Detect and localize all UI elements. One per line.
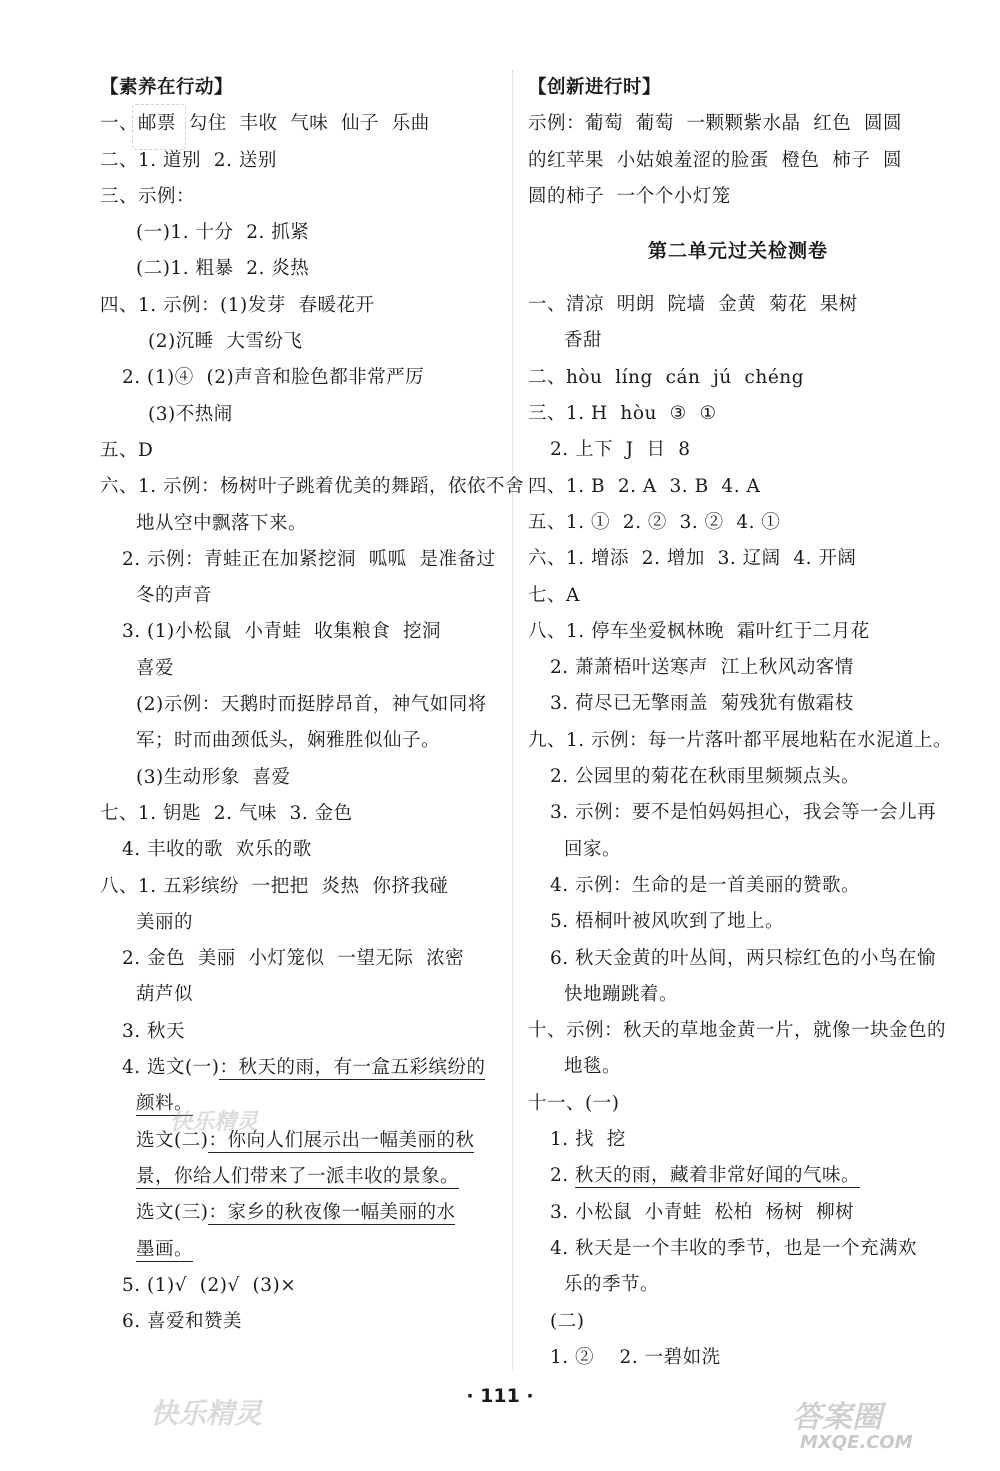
answer-line: 葫芦似: [136, 984, 194, 1006]
answer-line: 2. 公园里的菊花在秋雨里频频点头。: [550, 766, 861, 788]
page-number: · 111 ·: [466, 1385, 534, 1407]
answer-line: 4. 秋天是一个丰收的季节，也是一个充满欢: [550, 1237, 918, 1259]
answer-line: 快地蹦跳着。: [564, 983, 679, 1005]
answer-line: 5. (1)√ (2)√ (3)×: [122, 1274, 297, 1296]
answer-line: 的红苹果 小姑娘羞涩的脸蛋 橙色 柿子 圆: [528, 149, 903, 171]
answer-line: [100, 1123, 500, 1159]
answer-line: [100, 1232, 500, 1268]
section-header: 【创新进行时】: [528, 77, 662, 98]
answer-line: 四、1. B 2. A 3. B 4. A: [528, 475, 761, 497]
answer-line: (2)示例：天鹅时而挺脖昂首，神气如同将: [136, 694, 487, 716]
section-header: 【素养在行动】: [100, 77, 234, 98]
answer-line: 2. (1)④ (2)声音和脸色都非常严厉: [122, 367, 425, 389]
answer-line: 五、D: [100, 439, 154, 461]
answer-line: 圆的柿子 一个个小灯笼: [528, 185, 731, 207]
answer-line: 2. 示例：青蛙正在加紧挖洞 呱呱 是准备过: [122, 548, 496, 570]
answer-line: 军；时而曲颈低头，娴雅胜似仙子。: [136, 730, 441, 752]
answer-prefix: 4. 选文(一): [122, 1057, 220, 1079]
answer-line: 3. 小松鼠 小青蛙 松柏 杨树 柳树: [550, 1201, 855, 1223]
answer-prefix: 选文(三): [136, 1202, 209, 1224]
answer-line: 七、1. 钥匙 2. 气味 3. 金色: [100, 802, 353, 824]
answer-line: 示例：葡萄 葡萄 一颗颗紫水晶 红色 圆圆: [528, 113, 903, 135]
answer-line: 七、A: [528, 584, 580, 606]
answer-line: 冬的声音: [136, 585, 213, 607]
answer-line: 3. 示例：要不是怕妈妈担心，我会等一会儿再: [550, 802, 937, 824]
answer-line: 一、邮票 勾住 丰收 气味 仙子 乐曲: [100, 113, 430, 135]
right-column: [528, 70, 953, 1376]
answer-line: 3. 秋天: [122, 1020, 186, 1042]
watermark-url: MXQE.COM: [800, 1432, 913, 1453]
answer-line: 3. 荷尽已无擎雨盖 菊残犹有傲霜枝: [550, 693, 854, 715]
answer-line: 3. (1)小松鼠 小青蛙 收集粮食 挖洞: [122, 621, 442, 643]
answer-line: 五、1. ① 2. ② 3. ② 4. ①: [528, 511, 781, 533]
answer-line: 八、1. 停车坐爱枫林晚 霜叶红于二月花: [528, 620, 870, 642]
answer-line: 八、1. 五彩缤纷 一把把 炎热 你挤我碰: [100, 875, 449, 897]
answer-line: 地毯。: [564, 1056, 622, 1078]
answer-line: (2)沉睡 大雪纷飞: [148, 331, 303, 353]
answer-line: 喜爱: [136, 657, 175, 679]
answer-line: (3)生动形象 喜爱: [136, 766, 291, 788]
answer-line: 6. 秋天金黄的叶丛间，两只棕红色的小鸟在愉: [550, 947, 937, 969]
answer-line: 2. 金色 美丽 小灯笼似 一望无际 浓密: [122, 948, 465, 970]
answer-line: 六、1. 增添 2. 增加 3. 辽阔 4. 开阔: [528, 548, 857, 570]
stamp-mark: [132, 104, 186, 150]
answer-line: 6. 喜爱和赞美: [122, 1311, 243, 1333]
answer-line: 六、1. 示例：杨树叶子跳着优美的舞蹈，依依不舍: [100, 476, 525, 498]
answer-line: (3)不热闹: [148, 403, 233, 425]
underlined-answer: ：秋天的雨，有一盒五彩缤纷的: [219, 1057, 486, 1079]
answer-line: 三、1. H hòu ③ ①: [528, 403, 717, 425]
answer-line: [100, 1086, 500, 1122]
underlined-answer: ：家乡的秋夜像一幅美丽的水: [208, 1202, 456, 1224]
column-divider: [512, 70, 513, 1370]
answer-line: 十、示例：秋天的草地金黄一片，就像一块金色的: [528, 1020, 947, 1042]
answer-line: 乐的季节。: [564, 1274, 660, 1296]
answer-line: 5. 梧桐叶被风吹到了地上。: [550, 911, 785, 933]
answer-line: 三、示例：: [100, 185, 196, 207]
answer-line: 2. 上下 J 日 8: [550, 439, 691, 461]
left-column: [100, 70, 525, 1340]
answer-line: 四、1. 示例：(1)发芽 春暖花开: [100, 294, 375, 316]
answer-line: 4. 丰收的歌 欢乐的歌: [122, 839, 312, 861]
answer-line: (一)1. 十分 2. 抓紧: [136, 222, 310, 244]
answer-line: 1. 找 挖: [550, 1129, 626, 1151]
answer-prefix: 选文(二): [136, 1129, 209, 1151]
watermark-logo: 答案圈: [792, 1400, 882, 1435]
answer-line: [100, 1050, 500, 1086]
answer-line: [100, 1195, 500, 1231]
answer-line: 回家。: [564, 838, 622, 860]
underlined-answer: 秋天的雨，藏着非常好闻的气味。: [575, 1165, 861, 1187]
answer-line: 十一、(一): [528, 1092, 620, 1114]
answer-line: 1. ② 2. 一碧如洗: [550, 1346, 721, 1368]
underlined-answer: ：你向人们展示出一幅美丽的秋: [208, 1129, 475, 1151]
answer-line: 二、hòu líng cán jú chéng: [528, 366, 805, 388]
answer-line: 一、清凉 明朗 院墙 金黄 菊花 果树: [528, 294, 858, 316]
answer-line: 4. 示例：生命的是一首美丽的赞歌。: [550, 874, 861, 896]
answer-line: 香甜: [564, 330, 603, 352]
answer-line: 2. 萧萧梧叶送寒声 江上秋风动客情: [550, 657, 854, 679]
answer-line: 九、1. 示例：每一片落叶都平展地粘在水泥道上。: [528, 729, 953, 751]
answer-line: [100, 1159, 500, 1195]
underlined-answer: 景，你给人们带来了一派丰收的景象。: [136, 1165, 460, 1187]
answer-line: (二): [550, 1310, 585, 1332]
underlined-answer: 墨画。: [136, 1238, 194, 1260]
answer-line: 美丽的: [136, 911, 194, 933]
answer-line: (二)1. 粗暴 2. 炎热: [136, 258, 310, 280]
underlined-answer: 颜料。: [136, 1093, 194, 1115]
answer-line: 二、1. 道别 2. 送别: [100, 149, 277, 171]
answer-line: [528, 1158, 948, 1194]
watermark-left: 快乐精灵: [150, 1397, 263, 1430]
section-title: 第二单元过关检测卷: [647, 240, 828, 263]
answer-prefix: 2.: [550, 1165, 576, 1187]
answer-line: 地从空中飘落下来。: [136, 512, 308, 534]
watermark-mid: 快乐精灵: [170, 1110, 259, 1135]
